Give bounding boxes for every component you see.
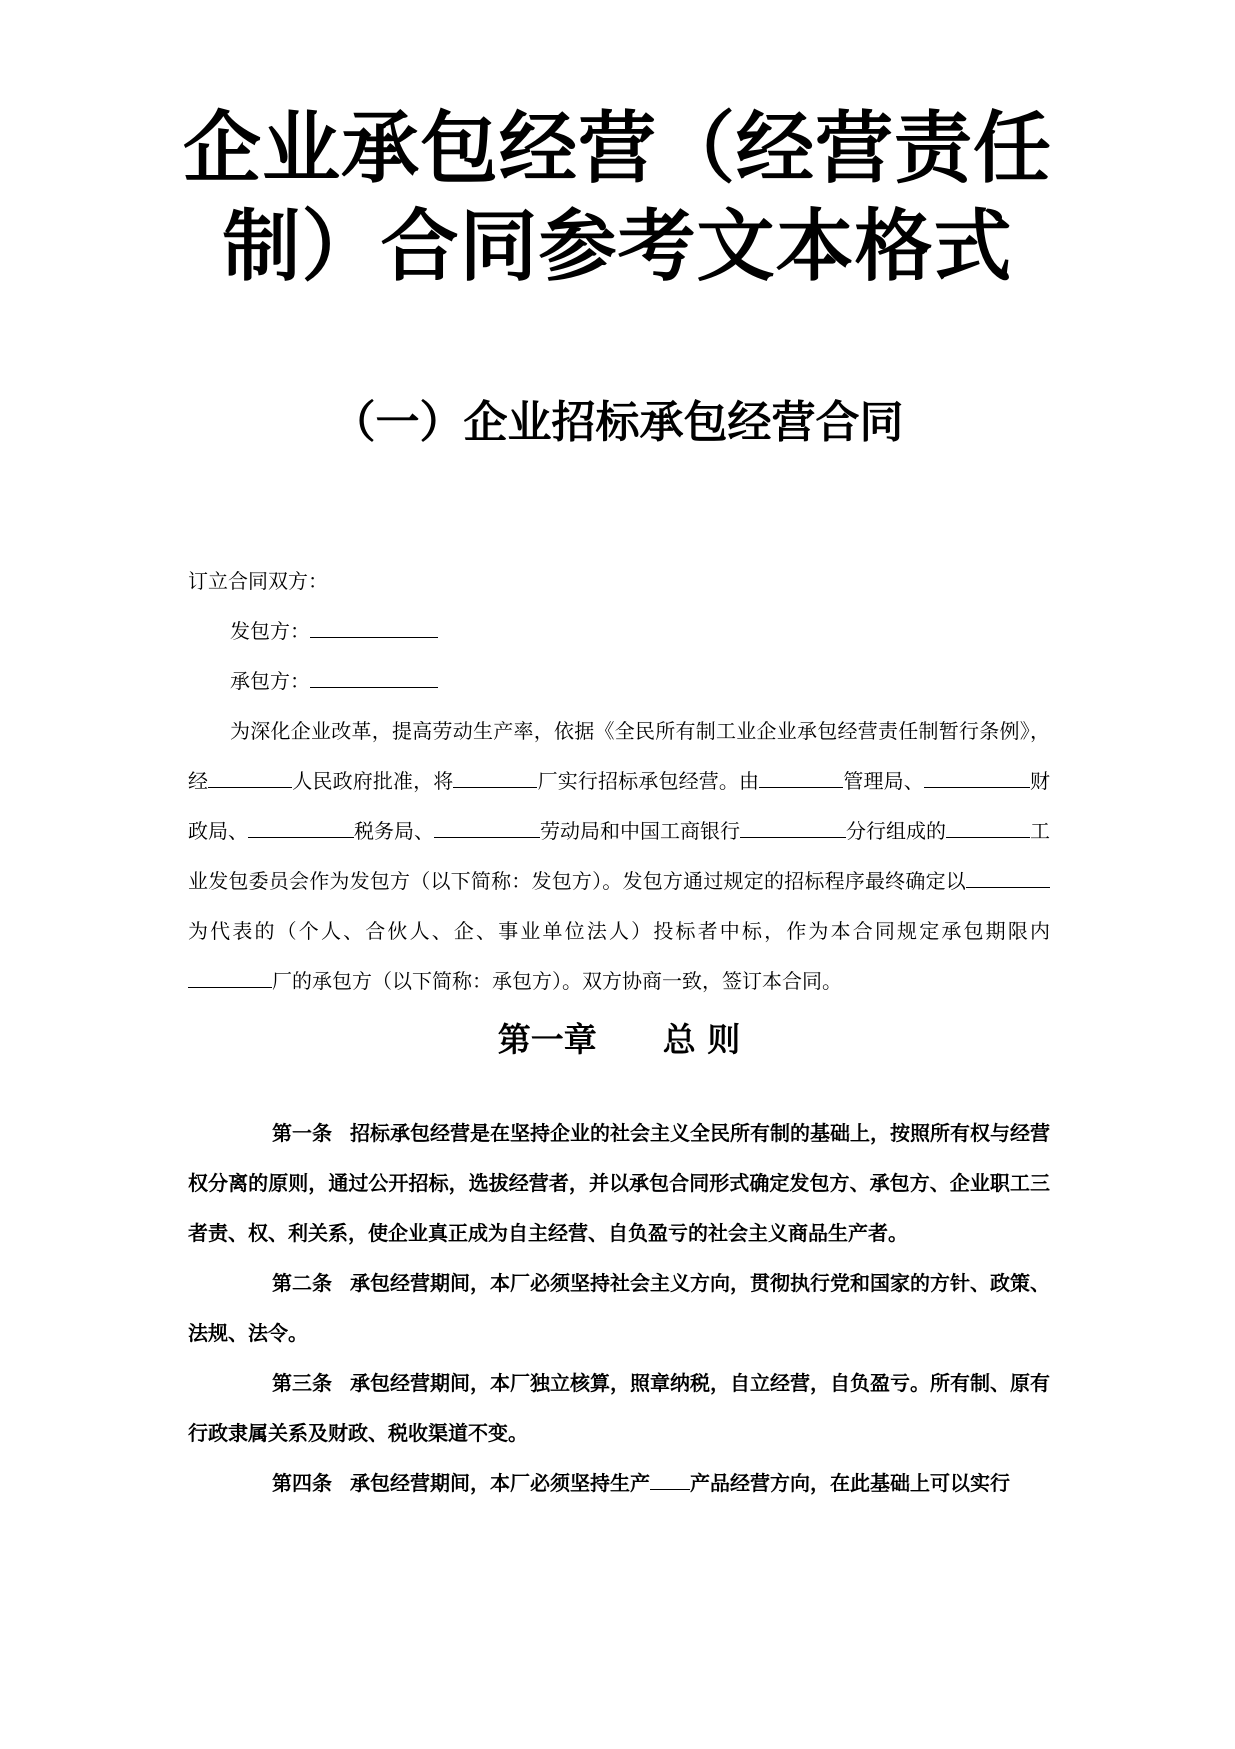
fill-blank (650, 1469, 690, 1490)
parties-intro: 订立合同双方： (188, 569, 328, 593)
fill-blank (740, 817, 846, 838)
chapter-heading (188, 1010, 1050, 1070)
fill-blank (453, 767, 537, 788)
fill-blank (946, 817, 1030, 838)
party-a-blank (310, 617, 438, 638)
fill-blank (208, 767, 292, 788)
article-label: 第二条 (272, 1271, 332, 1295)
section-subtitle: （一）企业招标承包经营合同 (331, 397, 904, 448)
party-b-blank (310, 667, 438, 688)
article-text: 承包经营期间，本厂必须坚持生产 (350, 1471, 650, 1495)
article-text: 招标承包经营是在坚持企业的社会主义全民所有制的基础上，按照所有权与经营权分离的原则，通过公开招标，选拔经营者，并以承包合同形式确定发包方、承包方、企业职工三者责、权、利关系，使企业真正成为自主经营、自负盈亏的社会主义商品生产者。 (188, 1121, 1050, 1245)
fill-blank (188, 967, 272, 988)
title-line-2: 制）合同参考文本格式 (222, 202, 1013, 292)
article-text: 产品经营方向，在此基础上可以实行 (690, 1471, 1010, 1495)
party-b-label: 承包方： (230, 669, 310, 693)
preamble-text: 厂的承包方（以下简称：承包方）。双方协商一致，签订本合同。 (272, 969, 842, 993)
preamble-text: 分行组成的 (846, 819, 946, 843)
article-1 (188, 1108, 1050, 1258)
preamble-paragraph (188, 706, 1050, 1006)
document-title (150, 100, 1085, 296)
fill-blank (924, 767, 1030, 788)
article-text: 承包经营期间，本厂独立核算，照章纳税，自立经营，自负盈亏。所有制、原有行政隶属关系及财政、税收渠道不变。 (188, 1371, 1050, 1445)
title-line-1: 企业承包经营（经营责任 (182, 104, 1052, 194)
fill-blank (759, 767, 843, 788)
fill-blank (434, 817, 540, 838)
article-4 (188, 1458, 1050, 1508)
preamble-text: 厂实行招标承包经营。由 (537, 769, 760, 793)
preamble-text: 管理局、 (843, 769, 924, 793)
party-a-line (188, 606, 1050, 656)
party-a-label: 发包方： (230, 619, 310, 643)
preamble-text: 人民政府批准，将 (292, 769, 454, 793)
preamble-text: 财政局、 (188, 769, 1051, 843)
document-body (188, 556, 1050, 1508)
chapter-name: 总 则 (662, 1020, 741, 1059)
article-text: 承包经营期间，本厂必须坚持社会主义方向，贯彻执行党和国家的方针、政策、法规、法令。 (188, 1271, 1050, 1345)
fill-blank (966, 867, 1050, 888)
preamble-text: 为代表的（个人、合伙人、企、事业单位法人）投标者中标，作为本合同规定承包期限内 (188, 919, 1050, 943)
chapter-number: 第一章 (497, 1020, 597, 1059)
article-3 (188, 1358, 1050, 1458)
fill-blank (248, 817, 354, 838)
preamble-text: 劳动局和中国工商银行 (540, 819, 740, 843)
preamble-text: 为深化企业改革，提高劳动生产率，依据《全民所有制工业企业承包经营责任制暂行条例》，经 (188, 719, 1050, 793)
article-label: 第四条 (272, 1471, 332, 1495)
preamble-text: 工业发包委员会作为发包方（以下简称：发包方）。发包方通过规定的招标程序最终确定以 (188, 819, 1050, 893)
article-label: 第一条 (272, 1121, 332, 1145)
party-b-line (188, 656, 1050, 706)
article-label: 第三条 (272, 1371, 332, 1395)
preamble-text: 税务局、 (354, 819, 434, 843)
article-2 (188, 1258, 1050, 1358)
